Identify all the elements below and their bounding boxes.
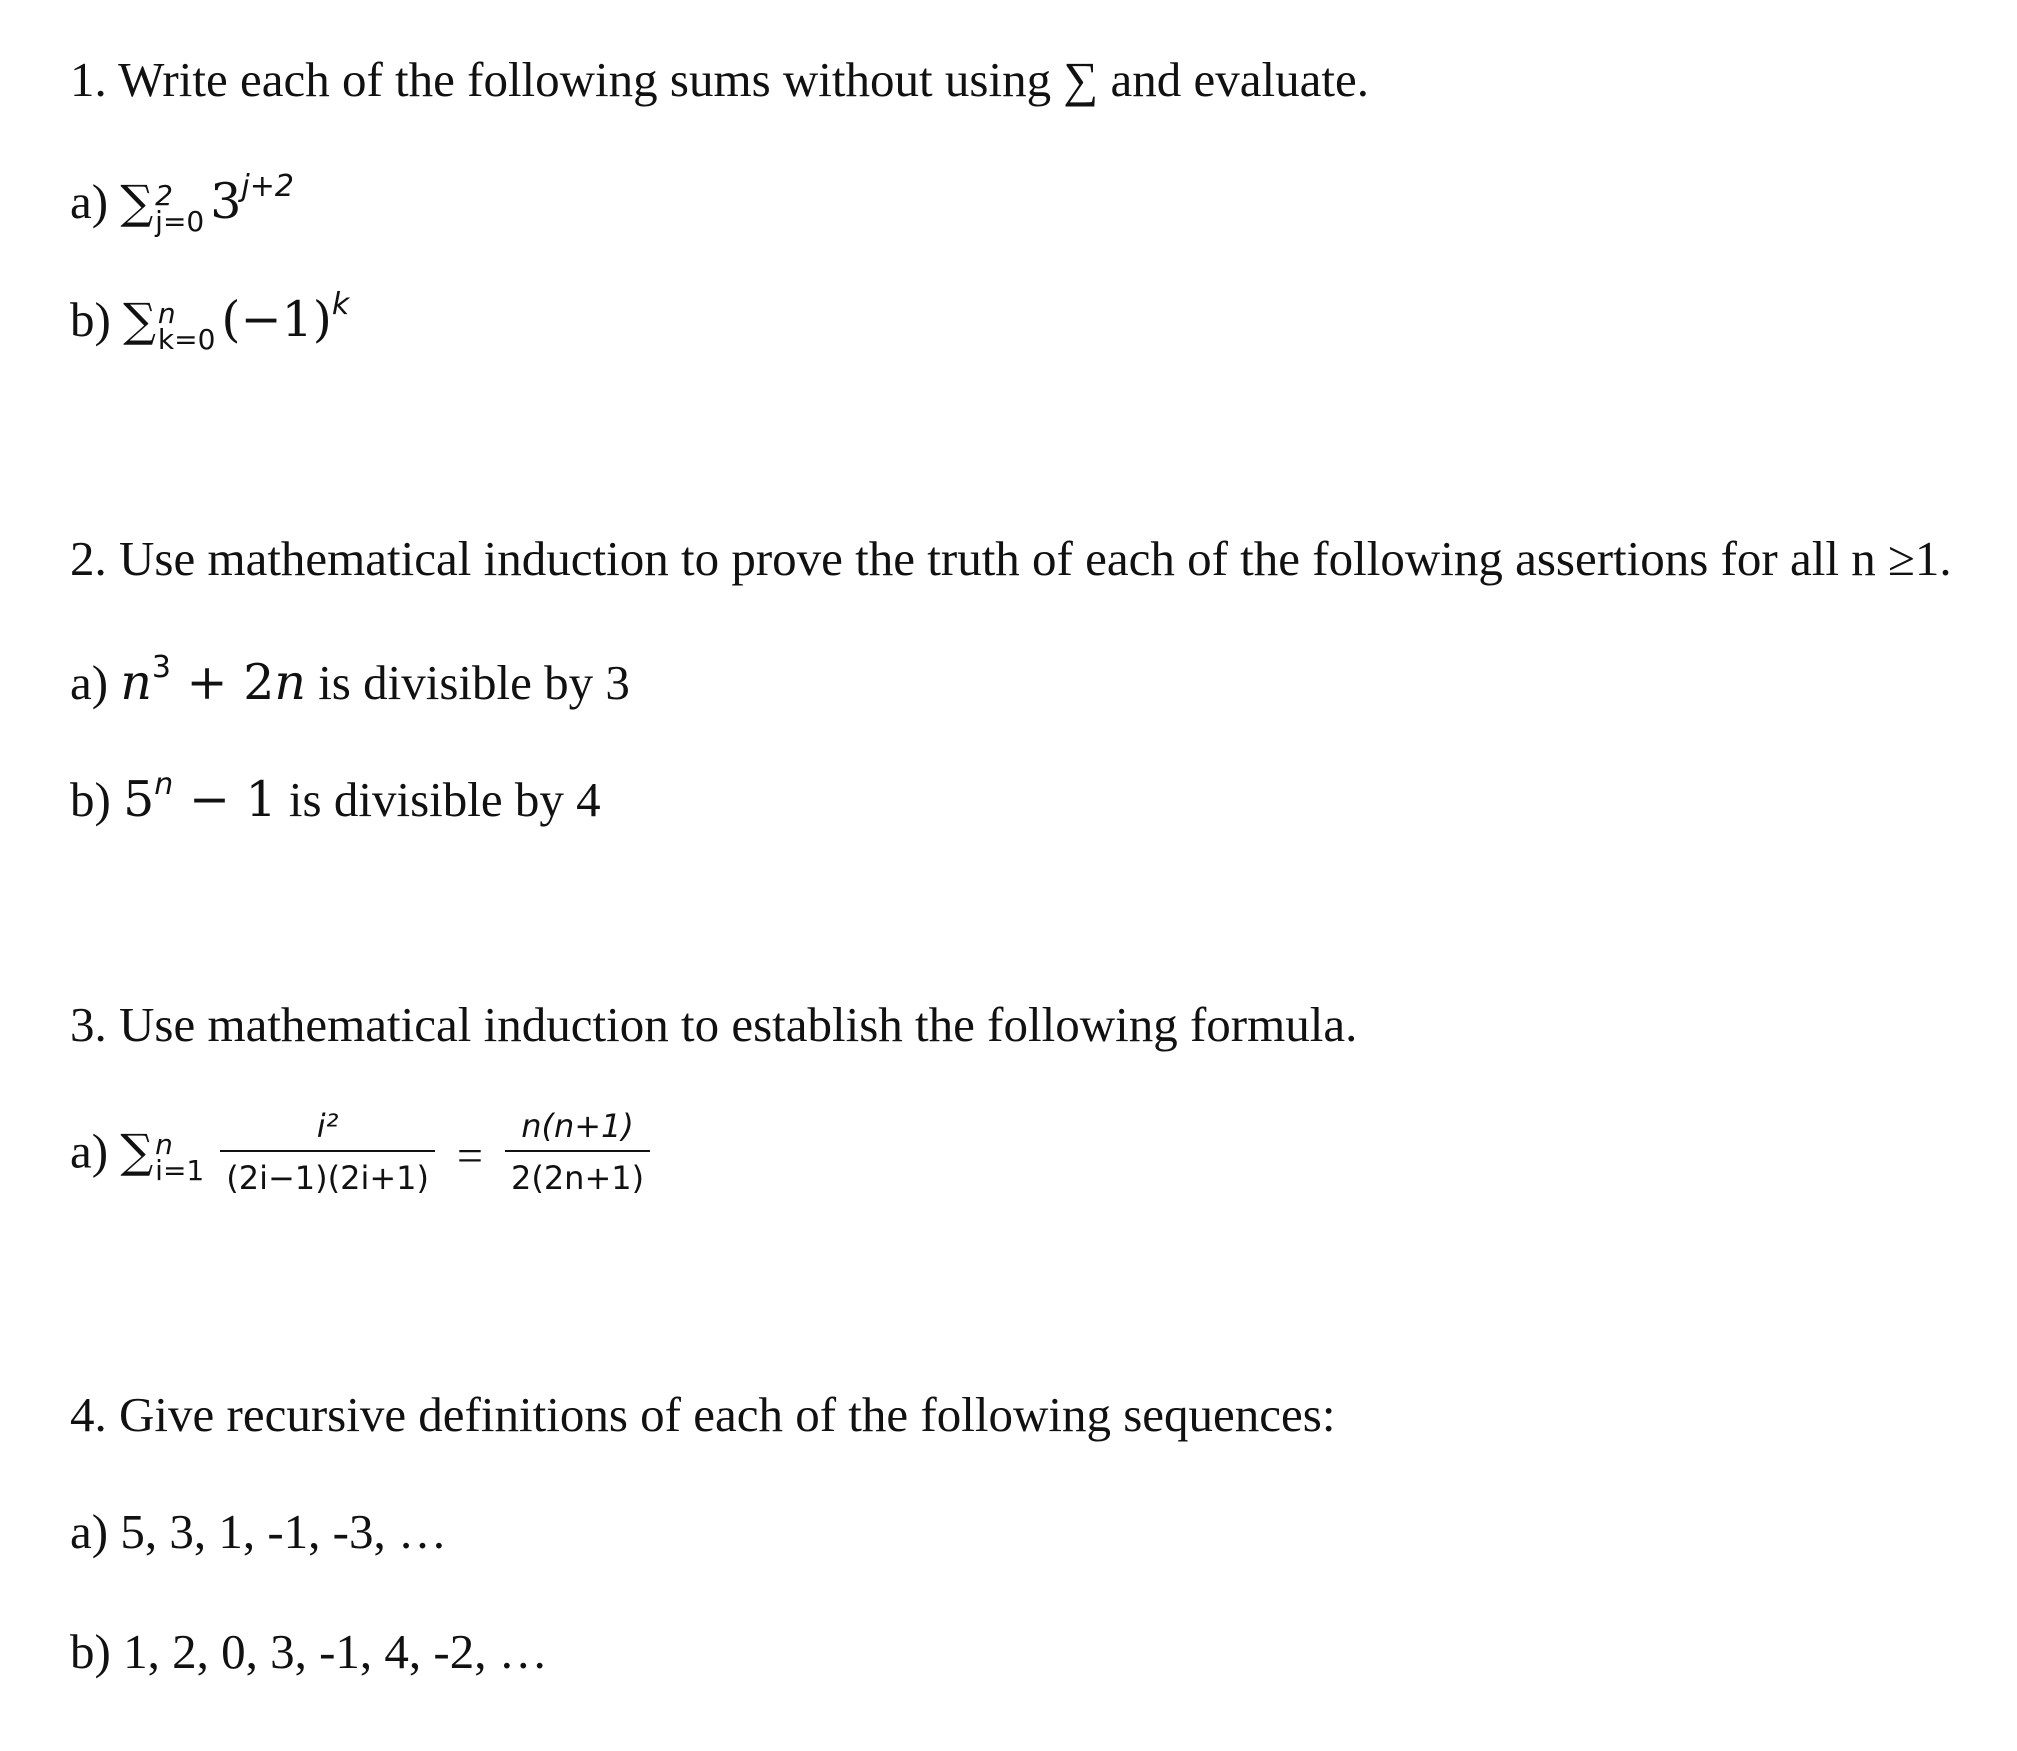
sigma-symbol: ∑	[123, 293, 156, 347]
rhs-numerator: n(n+1)	[521, 1107, 634, 1145]
sum-upper-limit: 2	[155, 178, 173, 212]
sigma-symbol: ∑	[120, 175, 154, 229]
math-variable: n	[274, 654, 306, 711]
math-exponent: n	[154, 767, 174, 802]
summand-exponent: k	[331, 287, 350, 322]
part-label: b)	[70, 292, 111, 347]
question-1-heading: 1. Write each of the following sums without using ∑ and evaluate.	[70, 52, 1369, 107]
sequence-text: 5, 3, 1, -1, -3, …	[120, 1504, 447, 1559]
summand-base: 3	[210, 173, 242, 230]
question-4-heading: 4. Give recursive definitions of each of the following sequences:	[70, 1387, 1336, 1442]
question-3-heading: 3. Use mathematical induction to establish the following formula.	[70, 997, 1358, 1052]
sum-lower-limit: i=1	[155, 1154, 205, 1187]
math-rest: − 1	[173, 771, 277, 828]
summand-base: (−1)	[221, 291, 332, 348]
equals-sign: =	[457, 1130, 483, 1181]
question-3a	[70, 1107, 660, 1202]
rhs-denominator: 2(2n+1)	[505, 1150, 650, 1198]
question-1b	[70, 287, 350, 356]
question-2a	[70, 650, 630, 711]
summand-exponent: j+2	[241, 169, 294, 204]
math-exponent: 3	[151, 650, 171, 685]
part-label: a)	[70, 1504, 109, 1559]
question-4a	[70, 1504, 447, 1559]
sum-lower-limit: k=0	[157, 322, 216, 356]
part-label: b)	[70, 772, 111, 827]
math-base: n	[120, 654, 152, 711]
sum-lower-limit: j=0	[155, 204, 205, 238]
question-2-heading: 2. Use mathematical induction to prove the truth of each of the following assertions for all n ≥1.	[70, 531, 1952, 586]
question-2b	[70, 767, 601, 828]
sum-limits	[155, 1128, 205, 1187]
assertion-text: is divisible by 4	[276, 772, 601, 827]
question-1a	[70, 169, 294, 238]
math-rest: + 2	[170, 654, 275, 711]
lhs-fraction	[220, 1106, 435, 1198]
question-4b	[70, 1624, 548, 1679]
sum-limits	[155, 178, 205, 238]
lhs-denominator: (2i−1)(2i+1)	[220, 1150, 435, 1198]
sum-limits	[157, 296, 216, 356]
part-label: a)	[70, 174, 109, 229]
sum-upper-limit: n	[155, 1128, 173, 1161]
rhs-fraction	[505, 1106, 650, 1198]
lhs-numerator: i²	[316, 1107, 339, 1145]
sequence-text: 1, 2, 0, 3, -1, 4, -2, …	[123, 1624, 548, 1679]
part-label: a)	[70, 1123, 109, 1179]
assertion-text: is divisible by 3	[305, 655, 630, 710]
sum-upper-limit: n	[157, 296, 176, 330]
part-label: a)	[70, 655, 109, 710]
sigma-symbol: ∑	[120, 1124, 154, 1179]
part-label: b)	[70, 1624, 111, 1679]
math-base: 5	[123, 771, 155, 828]
